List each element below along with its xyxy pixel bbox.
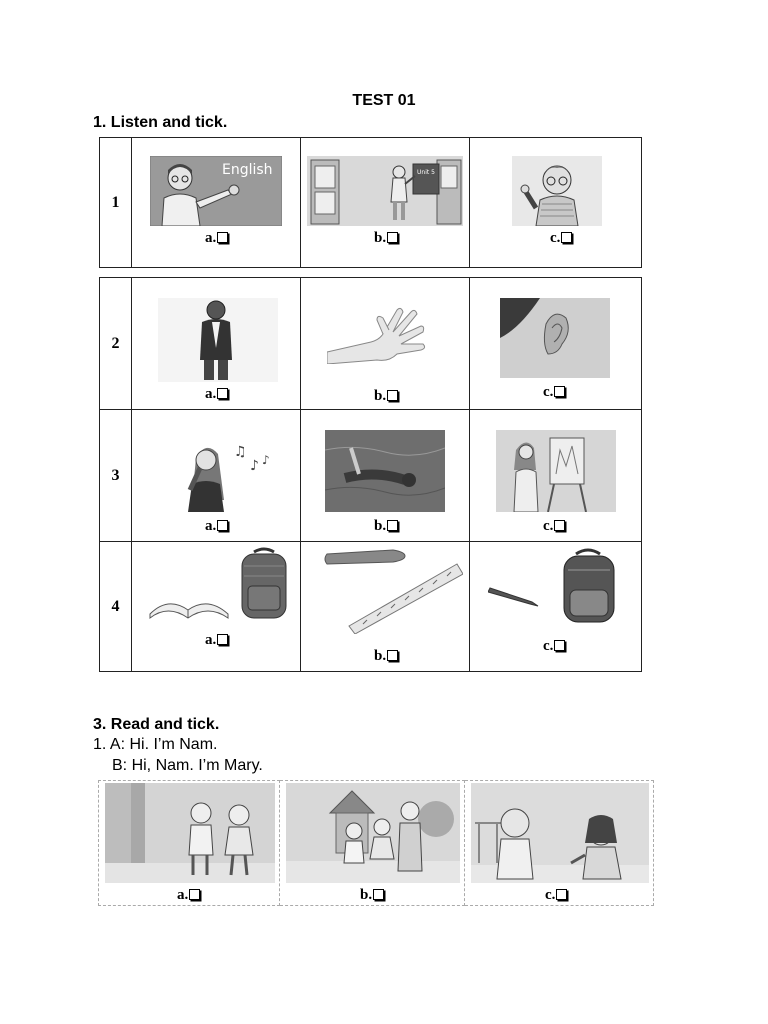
music-note-icon: ♪: [262, 453, 270, 467]
pen-picture: [488, 584, 540, 608]
backpack-picture: [236, 546, 292, 620]
read-option-cell-b[interactable]: [280, 781, 465, 906]
boy-waving-picture: [512, 156, 602, 226]
option-cell-1c[interactable]: [470, 138, 642, 268]
tick-box[interactable]: [554, 386, 565, 397]
school-bag-picture: [556, 546, 622, 626]
marker-and-ruler-picture: [323, 546, 463, 634]
option-cell-4c[interactable]: [470, 542, 642, 672]
option-1c[interactable]: c.: [550, 230, 572, 247]
option-2a[interactable]: a.: [205, 386, 228, 403]
tick-box[interactable]: [217, 232, 228, 243]
tick-box[interactable]: [387, 390, 398, 401]
board-unit-text: Unit 5: [417, 169, 435, 176]
read-option-cell-c[interactable]: [465, 781, 654, 906]
option-2b[interactable]: b.: [374, 388, 398, 405]
children-with-teacher-picture: [286, 783, 460, 883]
tick-box[interactable]: [217, 520, 228, 531]
tick-box[interactable]: [561, 232, 572, 243]
row-number: 2: [100, 278, 132, 410]
option-cell-2b[interactable]: [301, 278, 470, 410]
music-note-icon: ♪: [250, 458, 259, 474]
section-3-heading: 3. Read and tick.: [93, 716, 220, 733]
read-option-c[interactable]: c.: [545, 887, 567, 904]
option-cell-1b[interactable]: [301, 138, 470, 268]
tick-box[interactable]: [556, 889, 567, 900]
girl-painting-picture: [496, 430, 616, 512]
tick-box[interactable]: [554, 520, 565, 531]
option-cell-4b[interactable]: [301, 542, 470, 672]
book-picture: [148, 588, 230, 620]
tick-box[interactable]: [217, 634, 228, 645]
hand-picture: [327, 304, 427, 364]
option-cell-3c[interactable]: [470, 410, 642, 542]
row-number: 3: [100, 410, 132, 542]
tick-box[interactable]: [387, 520, 398, 531]
option-2c[interactable]: c.: [543, 384, 565, 401]
tick-box[interactable]: [189, 889, 200, 900]
option-4c[interactable]: c.: [543, 638, 565, 655]
tick-box[interactable]: [373, 889, 384, 900]
tick-box[interactable]: [217, 388, 228, 399]
teacher-english-picture: [150, 156, 282, 226]
option-3b[interactable]: b.: [374, 518, 398, 535]
boy-standing-picture: [158, 298, 278, 382]
option-cell-1a[interactable]: [132, 138, 301, 268]
option-cell-2c[interactable]: [470, 278, 642, 410]
option-4b[interactable]: b.: [374, 648, 398, 665]
read-option-b[interactable]: b.: [360, 887, 384, 904]
row-number: 4: [100, 542, 132, 672]
option-1a[interactable]: a.: [205, 230, 228, 247]
listen-table-rows-2-4: [99, 277, 642, 672]
option-3a[interactable]: a.: [205, 518, 228, 535]
board-text: English: [222, 162, 273, 178]
read-option-a[interactable]: a.: [177, 887, 200, 904]
tick-box[interactable]: [554, 640, 565, 651]
girl-singing-picture: [172, 440, 272, 512]
ear-picture: [500, 298, 610, 378]
option-cell-3a[interactable]: [132, 410, 301, 542]
swimming-picture: [325, 430, 445, 512]
option-cell-3b[interactable]: [301, 410, 470, 542]
dialogue-line-b: B: Hi, Nam. I’m Mary.: [112, 757, 263, 774]
two-children-meeting-picture: [105, 783, 275, 883]
dialogue-line-a: 1. A: Hi. I’m Nam.: [93, 736, 218, 753]
option-1b[interactable]: b.: [374, 230, 398, 247]
option-cell-4a[interactable]: [132, 542, 301, 672]
girl-at-door-picture: [307, 156, 463, 226]
tick-box[interactable]: [387, 232, 398, 243]
row-number: 1: [100, 138, 132, 268]
read-option-cell-a[interactable]: [99, 781, 280, 906]
tick-box[interactable]: [387, 650, 398, 661]
read-tick-options: [98, 780, 654, 906]
page-title: TEST 01: [352, 92, 416, 109]
listen-table-row-1: [99, 137, 642, 268]
children-greeting-picture: [471, 783, 649, 883]
section-1-heading: 1. Listen and tick.: [93, 114, 228, 131]
music-note-icon: ♫: [234, 444, 247, 460]
option-3c[interactable]: c.: [543, 518, 565, 535]
option-cell-2a[interactable]: [132, 278, 301, 410]
option-4a[interactable]: a.: [205, 632, 228, 649]
